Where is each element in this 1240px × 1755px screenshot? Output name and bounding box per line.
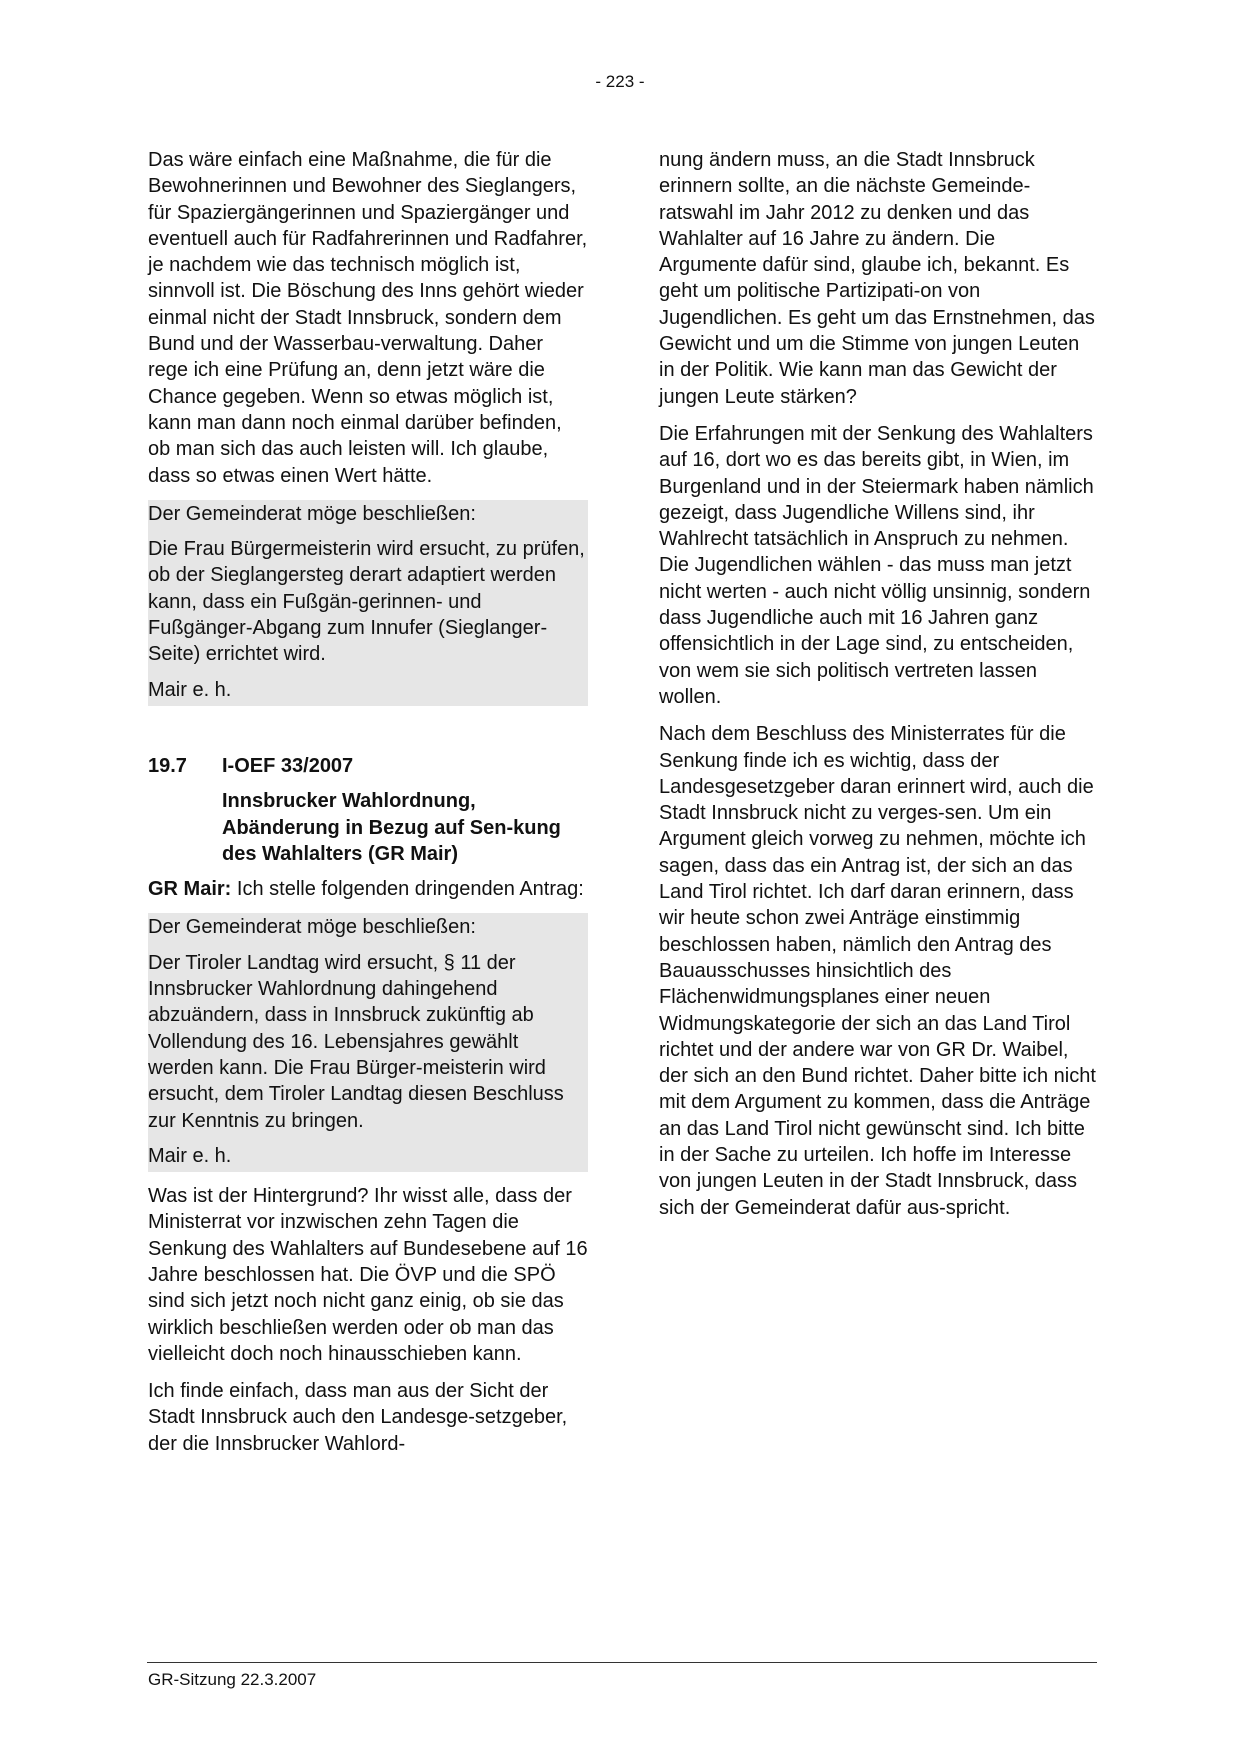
section-heading [148, 753, 588, 779]
footer-divider [147, 1662, 1097, 1663]
section-number: 19.7 [148, 754, 187, 777]
speaker-text: Ich stelle folgenden dringenden Antrag: [231, 878, 584, 901]
section-code: I-OEF 33/2007 [222, 754, 354, 777]
paragraph: Die Erfahrungen mit der Senkung des Wahlalters auf 16, dort wo es das bereits gibt, in Wien, im Burgenland und in der Steiermark haben nämlich gezeigt, dass Jugendliche Willens sind, ihr Wahlrecht tatsächlich in Anspruch zu nehmen. Die Jugendlichen wählen - das muss man jetzt nicht werten - auch nicht völlig unsinnig, sondern dass Jugendliche auch mit 16 Jahren ganz offensichtlich in der Lage sind, zu entscheiden, von wem sie sich politisch vertreten lassen wollen. [659, 422, 1094, 708]
section-title: Innsbrucker Wahlordnung, Abänderung in Bezug auf Sen-kung des Wahlalters (GR Mair) [222, 790, 561, 865]
paragraph: nung ändern muss, an die Stadt Innsbruck erinnern sollte, an die nächste Gemeinde-ratswahl im Jahr 2012 zu denken und das Wahlalter auf 16 Jahre zu ändern. Die Argumente dafür sind, glaube ich, bekannt. Es geht um politische Partizipati-on von Jugendlichen. Es geht um das Ernstnehmen, das Gewicht und um die Stimme von jungen Leuten in der Politik. Wie kann man das Gewicht der jungen Leute stärken? [659, 149, 1095, 408]
footer-text: GR-Sitzung 22.3.2007 [148, 1670, 317, 1689]
paragraph: Das wäre einfach eine Maßnahme, die für die Bewohnerinnen und Bewohner des Sieglangers, für Spaziergängerinnen und Spaziergänger und eventuell auch für Radfahrerinnen und Radfahrer, je nachdem wie das technisch möglich ist, sinnvoll ist. Die Böschung des Inns gehört wieder einmal nicht der Stadt Innsbruck, sondern dem Bund und der Wasserbau-verwaltung. Daher rege ich eine Prüfung an, denn jetzt wäre die Chance gegeben. Wenn so etwas möglich ist, kann man dann noch einmal darüber befinden, ob man sich das auch leisten will. Ich glaube, dass so etwas einen Wert hätte. [148, 149, 588, 487]
speaker-paragraph [148, 876, 588, 902]
motion-text: Die Frau Bürgermeisterin wird ersucht, zu prüfen, ob der Sieglangersteg derart adaptiert werden kann, dass ein Fußgän-gerinnen- und Fußgänger-Abgang zum Innufer (Sieglanger-Seite) errichtet wird. [148, 538, 585, 666]
motion-box [148, 913, 588, 1172]
paragraph: Ich finde einfach, dass man aus der Sicht der Stadt Innsbruck auch den Landesge-setzgeber, der die Innsbrucker Wahlord- [148, 1380, 568, 1455]
motion-signature: Mair e. h. [148, 678, 232, 701]
left-column [148, 147, 588, 1468]
motion-signature: Mair e. h. [148, 1144, 232, 1167]
paragraph: Nach dem Beschluss des Ministerrates für die Senkung finde ich es wichtig, dass der Landesgesetzgeber daran erinnert wird, auch die Stadt Innsbruck nicht zu verges-sen. Um ein Argument gleich vorweg zu nehmen, möchte ich sagen, dass das ein Antrag ist, der sich an das Land Tirol richtet. Ich darf daran erinnern, dass wir heute schon zwei Anträge einstimmig beschlossen haben, nämlich den Antrag des Bauausschusses hinsichtlich des Flächenwidmungsplanes einer neuen Widmungskategorie der sich an das Land Tirol richtet und der andere war von GR Dr. Waibel, der sich an den Bund richtet. Daher bitte ich nicht mit dem Argument zu kommen, dass die Anträge an das Land Tirol nicht gewünscht sind. Ich bitte in der Sache zu urteilen. Ich hoffe im Interesse von jungen Leuten in der Stadt Innsbruck, dass sich der Gemeinderat dafür aus-spricht. [659, 723, 1096, 1219]
motion-intro: Der Gemeinderat möge beschließen: [148, 502, 476, 525]
motion-text: Der Tiroler Landtag wird ersucht, § 11 der Innsbrucker Wahlordnung dahingehend abzuändern, dass in Innsbruck zukünftig ab Vollendung des 16. Lebensjahres gewählt werden kann. Die Frau Bürger-meisterin wird ersucht, dem Tiroler Landtag diesen Beschluss zur Kenntnis zu bringen. [148, 951, 564, 1132]
motion-intro: Der Gemeinderat möge beschließen: [148, 916, 476, 939]
paragraph: Was ist der Hintergrund? Ihr wisst alle, dass der Ministerrat vor inzwischen zehn Tagen die Senkung des Wahlalters auf Bundesebene auf 16 Jahre beschlossen hat. Die ÖVP und die SPÖ sind sich jetzt noch nicht ganz einig, ob sie das wirklich beschließen werden oder ob man das vielleicht doch noch hinausschieben kann. [148, 1185, 588, 1365]
motion-box [148, 500, 588, 706]
right-column [659, 147, 1097, 1232]
page-number: - 223 - [595, 72, 645, 91]
speaker-name: GR Mair: [148, 878, 232, 901]
